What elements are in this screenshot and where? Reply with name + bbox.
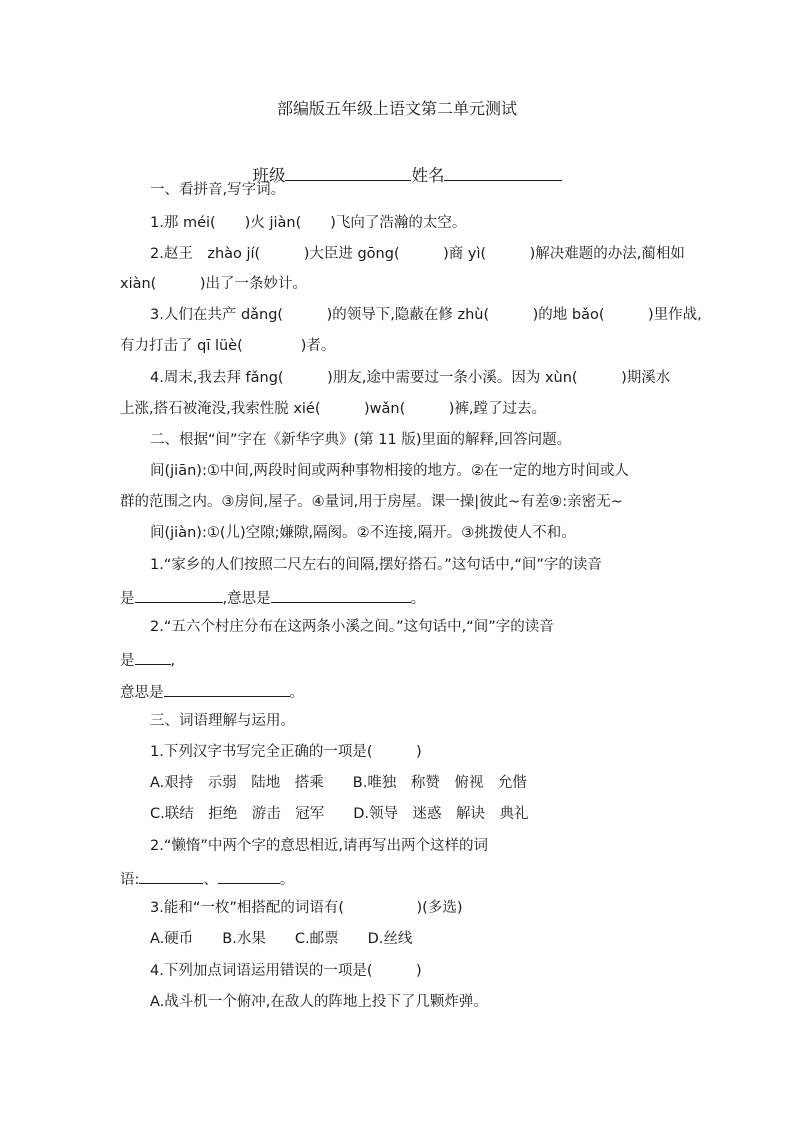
student-info-line — [0, 144, 794, 206]
s3-question-1-options-cd: C.联结 拒绝 游击 冠军 D.领导 迷惑 解诀 典礼 — [150, 806, 529, 822]
class-blank[interactable] — [285, 164, 411, 181]
name-blank[interactable] — [444, 164, 562, 181]
s2-question-2-line3 — [120, 680, 304, 703]
page-title: 部编版五年级上语文第二单元测试 — [276, 99, 517, 118]
s2-q1-meaning-blank[interactable] — [271, 586, 411, 603]
s2-q2-comma: , — [170, 653, 176, 669]
s3-q2-blank-2[interactable] — [218, 867, 280, 884]
section1-heading: 一、看拼音,写字词。 — [150, 182, 286, 198]
section2-heading: 二、根据“间”字在《新华字典》(第 11 版)里面的解释,回答问题。 — [150, 432, 572, 448]
definition-jian4: 间(jiàn):①(儿)空隙;嫌隙,隔阂。②不连接,隔开。③挑拨使人不和。 — [150, 525, 576, 541]
s3-question-2-line1: 2.“懒惰”中两个字的意思相近,请再写出两个这样的词 — [150, 838, 488, 854]
s1-question-3-line1: 3.人们在共产 dǎng( )的领导下,隐蔽在修 zhù( )的地 bǎo( )里作战, — [150, 307, 702, 323]
s2-q2-meaning-blank[interactable] — [164, 680, 290, 697]
definition-jian1-line1: 间(jiān):①中间,两段时间或两种事物相接的地方。②在一定的地方时间或人 — [150, 463, 629, 479]
s2-question-2-line2 — [120, 648, 175, 671]
s3-question-3-options: A.硬币 B.水果 C.邮票 D.丝线 — [150, 931, 413, 947]
class-label: 班级 — [252, 166, 286, 185]
s1-question-3-line2: 有力打击了 qī lüè( )者。 — [120, 338, 336, 354]
s1-question-2-line1: 2.赵王 zhào jí( )大臣进 gōng( )商 yì( )解决难题的办法,蔺相如 — [150, 246, 685, 262]
name-label: 姓名 — [411, 166, 445, 185]
s3-q2-prefix: 语: — [120, 872, 140, 888]
s2-q2-prefix: 是 — [120, 653, 135, 669]
s2-question-1-line2 — [120, 586, 425, 609]
s2-q1-pronunciation-blank[interactable] — [135, 586, 223, 603]
s2-q1-meaning-label: ,意思是 — [222, 591, 271, 607]
s2-question-2-line1: 2.“五六个村庄分布在这两条小溪之间。”这句话中,“间”字的读音 — [150, 619, 554, 635]
s1-question-2-line2: xiàn( )出了一条妙计。 — [120, 276, 307, 292]
s3-question-1-options-ab: A.艰持 示弱 陆地 搭乘 B.唯独 称赞 俯视 允偕 — [150, 775, 527, 791]
s1-question-4-line2: 上涨,搭石被淹没,我索性脱 xié( )wǎn( )裤,蹚了过去。 — [120, 401, 547, 417]
s3-question-3: 3.能和“一枚”相搭配的词语有( )(多选) — [150, 900, 463, 916]
s2-question-1-line1: 1.“家乡的人们按照二尺左右的间隔,摆好搭石。”这句话中,“间”字的读音 — [150, 557, 602, 573]
s1-question-1: 1.那 méi( )火 jiàn( )飞向了浩瀚的太空。 — [150, 215, 467, 231]
s3-q2-end: 。 — [279, 872, 295, 888]
s3-q2-separator: 、 — [203, 872, 218, 888]
s2-q1-prefix: 是 — [120, 591, 135, 607]
s3-question-4: 4.下列加点词语运用错误的一项是( ) — [150, 963, 422, 979]
s3-question-2-line2 — [120, 867, 294, 890]
s3-q2-blank-1[interactable] — [139, 867, 203, 884]
s3-question-4-option-a: A.战斗机一个俯冲,在敌人的阵地上投下了几颗炸弹。 — [150, 994, 488, 1010]
s2-q2-end: 。 — [289, 685, 304, 701]
s2-q2-meaning-label: 意思是 — [120, 685, 164, 701]
section3-heading: 三、词语理解与运用。 — [150, 713, 295, 729]
s1-question-4-line1: 4.周末,我去拜 fǎng( )朋友,途中需要过一条小溪。因为 xùn( )期溪水 — [150, 370, 671, 386]
s2-q2-pronunciation-blank[interactable] — [135, 648, 171, 665]
s3-question-1: 1.下列汉字书写完全正确的一项是( ) — [150, 744, 422, 760]
definition-jian1-line2: 群的范围之内。③房间,屋子。④量词,用于房屋。课一操|彼此~有差⑨:亲密无~ — [120, 494, 623, 510]
s2-q1-end: 。 — [410, 591, 426, 607]
